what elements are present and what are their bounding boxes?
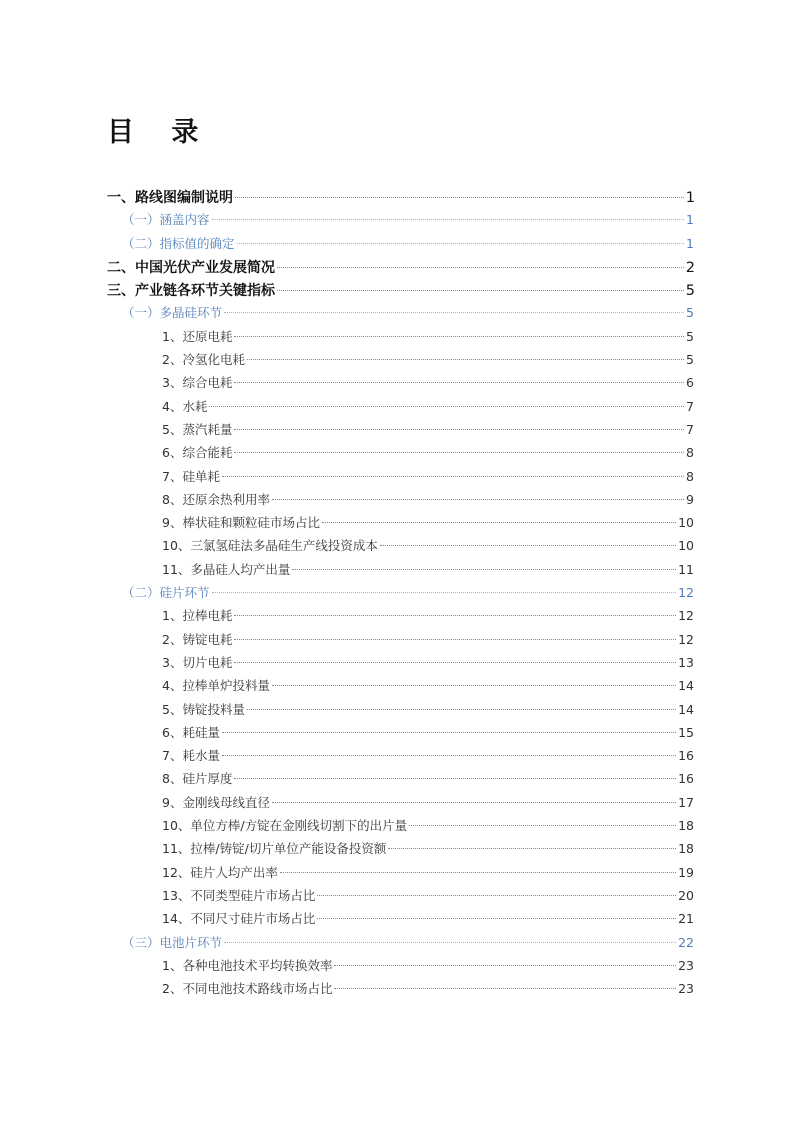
dot-leader [234, 336, 684, 337]
dot-leader [317, 918, 676, 919]
toc-entry[interactable] [0, 490, 800, 513]
toc-entry[interactable] [0, 793, 800, 816]
toc-entry-label: 6、耗硅量 [162, 724, 220, 740]
toc-entry-page-number: 14 [678, 701, 694, 717]
dot-leader [234, 452, 684, 453]
dot-leader [212, 219, 685, 220]
dot-leader [247, 709, 676, 710]
toc-entry-page-number: 16 [678, 748, 694, 764]
dot-leader [292, 569, 676, 570]
dot-leader [247, 359, 684, 360]
dot-leader [322, 522, 676, 523]
toc-entry-page-number: 13 [678, 654, 694, 670]
dot-leader [224, 312, 684, 313]
toc-entry[interactable] [0, 513, 800, 536]
toc-entry-page-number: 12 [678, 608, 694, 624]
dot-leader [234, 778, 676, 779]
toc-entry[interactable] [0, 234, 800, 257]
toc-entry[interactable] [0, 700, 800, 723]
toc-entry-label: （二）硅片环节 [122, 585, 210, 601]
toc-entry[interactable] [0, 397, 800, 420]
toc-entry-page-number: 8 [686, 468, 694, 484]
toc-entry-label: 4、水耗 [162, 398, 208, 414]
toc-entry-label: 4、拉棒单炉投料量 [162, 678, 270, 694]
dot-leader [277, 267, 684, 268]
toc-entry-label: 三、产业链各环节关键指标 [107, 283, 275, 300]
toc-entry[interactable] [0, 746, 800, 769]
dot-leader [234, 429, 684, 430]
dot-leader [234, 382, 684, 383]
toc-entry-label: （一）多晶硅环节 [122, 305, 223, 321]
toc-entry-label: 1、还原电耗 [162, 328, 233, 344]
toc-entry-page-number: 7 [686, 398, 694, 414]
toc-entry-label: 2、铸锭电耗 [162, 631, 233, 647]
toc-entry[interactable] [0, 676, 800, 699]
toc-entry-label: 10、三氯氢硅法多晶硅生产线投资成本 [162, 538, 378, 554]
dot-leader [334, 988, 676, 989]
dot-leader [234, 662, 676, 663]
toc-entry-label: 1、各种电池技术平均转换效率 [162, 957, 333, 973]
toc-entry[interactable] [0, 467, 800, 490]
toc-entry-label: 11、拉棒/铸锭/切片单位产能设备投资额 [162, 841, 387, 857]
toc-entry-page-number: 1 [686, 235, 694, 251]
toc-entry-page-number: 9 [686, 491, 694, 507]
toc-entry-page-number: 17 [678, 794, 694, 810]
toc-entry-label: 2、冷氢化电耗 [162, 352, 245, 368]
toc-entry-page-number: 19 [678, 864, 694, 880]
toc-entry-label: （三）电池片环节 [122, 934, 223, 950]
toc-entry[interactable] [0, 886, 800, 909]
toc-entry[interactable] [0, 863, 800, 886]
dot-leader [222, 732, 676, 733]
toc-entry-label: 1、拉棒电耗 [162, 608, 233, 624]
toc-entry[interactable] [0, 653, 800, 676]
dot-leader [277, 290, 684, 291]
toc-entry-label: 10、单位方棒/方锭在金刚线切割下的出片量 [162, 818, 408, 834]
toc-entry[interactable] [0, 327, 800, 350]
page-title: 目 录 [107, 117, 213, 148]
toc-entry-label: 9、金刚线母线直径 [162, 794, 270, 810]
toc-entry-label: 13、不同类型硅片市场占比 [162, 887, 316, 903]
toc-entry-page-number: 6 [686, 375, 694, 391]
toc-entry-label: 5、蒸汽耗量 [162, 421, 233, 437]
toc-entry[interactable] [0, 187, 800, 210]
toc-entry[interactable] [0, 560, 800, 583]
toc-entry-label: 9、棒状硅和颗粒硅市场占比 [162, 515, 320, 531]
dot-leader [234, 639, 676, 640]
dot-leader [334, 965, 676, 966]
toc-entry-page-number: 11 [678, 561, 694, 577]
toc-entry[interactable] [0, 839, 800, 862]
toc-entry[interactable] [0, 257, 800, 280]
toc-entry[interactable] [0, 909, 800, 932]
dot-leader [235, 197, 684, 198]
toc-entry[interactable] [0, 630, 800, 653]
toc-entry-label: 8、硅片厚度 [162, 771, 233, 787]
toc-entry[interactable] [0, 350, 800, 373]
dot-leader [272, 499, 684, 500]
toc-entry-label: 7、耗水量 [162, 748, 220, 764]
toc-entry-page-number: 23 [678, 981, 694, 997]
toc-entry-page-number: 5 [686, 305, 694, 321]
toc-entry[interactable] [0, 443, 800, 466]
dot-leader [409, 825, 676, 826]
toc-entry[interactable] [0, 373, 800, 396]
toc-entry-page-number: 18 [678, 841, 694, 857]
dot-leader [280, 872, 676, 873]
toc-entry-page-number: 12 [678, 631, 694, 647]
dot-leader [388, 848, 676, 849]
toc-entry-label: 2、不同电池技术路线市场占比 [162, 981, 333, 997]
toc-entry-page-number: 5 [686, 352, 694, 368]
dot-leader [222, 755, 676, 756]
toc-entry-page-number: 2 [685, 259, 695, 276]
toc-entry[interactable] [0, 816, 800, 839]
toc-entry[interactable] [0, 769, 800, 792]
toc-entry[interactable] [0, 606, 800, 629]
dot-leader [209, 406, 684, 407]
toc-entry-label: 一、路线图编制说明 [107, 190, 233, 206]
toc-entry[interactable] [0, 303, 800, 326]
toc-entry[interactable] [0, 210, 800, 233]
toc-entry-page-number: 10 [678, 538, 694, 554]
toc-entry-label: 7、硅单耗 [162, 468, 220, 484]
toc-entry-label: 5、铸锭投料量 [162, 701, 245, 717]
toc-entry-label: 8、还原余热利用率 [162, 491, 270, 507]
toc-entry-page-number: 8 [686, 445, 694, 461]
dot-leader [212, 592, 677, 593]
toc-entry[interactable] [0, 583, 800, 606]
toc-entry-page-number: 5 [685, 283, 695, 300]
toc-entry-page-number: 15 [678, 724, 694, 740]
toc-entry-label: 14、不同尺寸硅片市场占比 [162, 911, 316, 927]
toc-entry[interactable] [0, 536, 800, 559]
toc-entry-page-number: 7 [686, 421, 694, 437]
toc-entry[interactable] [0, 723, 800, 746]
toc-entry-page-number: 20 [678, 887, 694, 903]
toc-entry-page-number: 5 [686, 328, 694, 344]
toc-entry-page-number: 16 [678, 771, 694, 787]
toc-entry-label: （一）涵盖内容 [122, 212, 210, 228]
toc-entry-page-number: 1 [686, 212, 694, 228]
toc-entry-page-number: 10 [678, 515, 694, 531]
dot-leader [224, 942, 676, 943]
dot-leader [234, 615, 676, 616]
toc-entry-page-number: 12 [678, 585, 694, 601]
dot-leader [222, 476, 684, 477]
toc-entry-label: 12、硅片人均产出率 [162, 864, 278, 880]
dot-leader [272, 685, 676, 686]
dot-leader [272, 802, 676, 803]
dot-leader [317, 895, 676, 896]
toc-entry-label: 11、多晶硅人均产出量 [162, 561, 291, 577]
dot-leader [380, 545, 676, 546]
toc-entry-label: （二）指标值的确定 [122, 235, 235, 251]
toc-entry-page-number: 18 [678, 818, 694, 834]
toc-entry[interactable] [0, 933, 800, 956]
toc-entry-label: 二、中国光伏产业发展简况 [107, 259, 275, 276]
toc-entry-label: 6、综合能耗 [162, 445, 233, 461]
table-of-contents [0, 187, 800, 1002]
toc-entry-label: 3、切片电耗 [162, 654, 233, 670]
toc-entry-page-number: 1 [685, 190, 695, 206]
toc-entry-page-number: 14 [678, 678, 694, 694]
toc-entry-page-number: 22 [678, 934, 694, 950]
toc-entry-page-number: 23 [678, 957, 694, 973]
toc-entry[interactable] [0, 280, 800, 303]
toc-entry-page-number: 21 [678, 911, 694, 927]
toc-entry[interactable] [0, 420, 800, 443]
toc-entry-label: 3、综合电耗 [162, 375, 233, 391]
dot-leader [237, 243, 685, 244]
toc-entry[interactable] [0, 956, 800, 979]
toc-entry[interactable] [0, 979, 800, 1002]
